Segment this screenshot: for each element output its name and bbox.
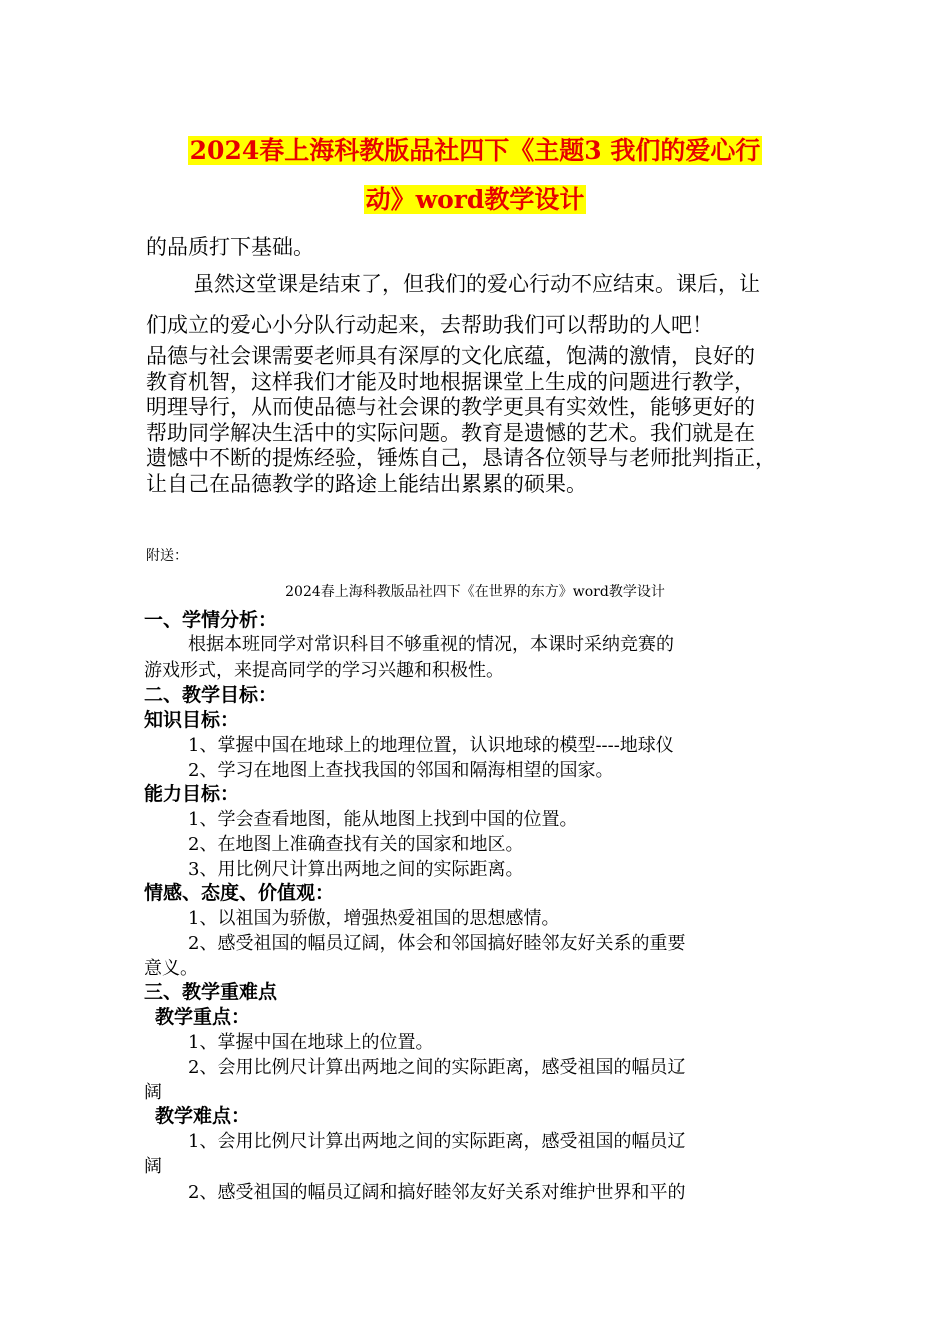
attachment-subtitle: 2024春上海科教版品社四下《在世界的东方》word教学设计 — [285, 584, 665, 600]
analysis-text-2: 游戏形式，来提高同学的学习兴趣和积极性。 — [144, 660, 504, 681]
key-point-item: 1、掌握中国在地球上的位置。 — [188, 1032, 434, 1053]
paragraph-lead: 的品质打下基础。 — [146, 235, 314, 259]
difficulty-heading: 教学难点： — [155, 1105, 251, 1127]
emotion-goal-item-cont: 意义。 — [144, 958, 198, 979]
knowledge-goal-item: 1、掌握中国在地球上的地理位置，认识地球的模型----地球仪 — [188, 735, 674, 756]
document-title-line-2: 动》word教学设计 — [365, 185, 585, 214]
paragraph-closing-2: 们成立的爱心小分队行动起来，去帮助我们可以帮助的人吧！ — [146, 313, 713, 337]
knowledge-goals-heading: 知识目标： — [144, 709, 240, 731]
attachment-label: 附送： — [146, 548, 188, 564]
reflection-line: 明理导行，从而使品德与社会课的教学更具有实效性，能够更好的 — [146, 395, 755, 420]
section-heading-goals: 二、教学目标： — [144, 684, 278, 706]
analysis-text-1: 根据本班同学对常识科目不够重视的情况，本课时采纳竞赛的 — [188, 634, 674, 655]
ability-goal-item: 3、用比例尺计算出两地之间的实际距离。 — [188, 859, 524, 880]
reflection-paragraph — [146, 344, 806, 498]
reflection-line: 让自己在品德教学的路途上能结出累累的硕果。 — [146, 471, 587, 496]
difficulty-item: 2、感受祖国的幅员辽阔和搞好睦邻友好关系对维护世界和平的 — [188, 1182, 686, 1203]
difficulty-item-cont: 阔 — [144, 1156, 162, 1177]
section-heading-key-points: 三、教学重难点 — [144, 981, 278, 1003]
knowledge-goal-item: 2、学习在地图上查找我国的邻国和隔海相望的国家。 — [188, 760, 614, 781]
ability-goal-item: 1、学会查看地图，能从地图上找到中国的位置。 — [188, 809, 578, 830]
document-title-line-1: 2024春上海科教版品社四下《主题3 我们的爱心行 — [189, 136, 761, 165]
emotion-goal-item: 1、以祖国为骄傲，增强热爱祖国的思想感情。 — [188, 908, 560, 929]
reflection-line: 品德与社会课需要老师具有深厚的文化底蕴，饱满的激情，良好的 — [146, 344, 755, 368]
emotion-goals-heading: 情感、态度、价值观： — [144, 882, 335, 904]
key-points-heading: 教学重点： — [155, 1006, 251, 1028]
reflection-line: 教育机智，这样我们才能及时地根据课堂上生成的问题进行教学， — [146, 369, 755, 394]
paragraph-closing-1: 虽然这堂课是结束了，但我们的爱心行动不应结束。课后，让 — [193, 272, 760, 296]
ability-goals-heading: 能力目标： — [144, 783, 240, 805]
reflection-line: 遗憾中不断的提炼经验，锤炼自己，恳请各位领导与老师批判指正， — [146, 446, 776, 471]
section-heading-analysis: 一、学情分析： — [144, 609, 278, 631]
emotion-goal-item: 2、感受祖国的幅员辽阔，体会和邻国搞好睦邻友好关系的重要 — [188, 933, 686, 954]
reflection-line: 帮助同学解决生活中的实际问题。教育是遗憾的艺术。我们就是在 — [146, 420, 755, 445]
key-point-item-cont: 阔 — [144, 1082, 162, 1103]
difficulty-item: 1、会用比例尺计算出两地之间的实际距离，感受祖国的幅员辽 — [188, 1131, 686, 1152]
key-point-item: 2、会用比例尺计算出两地之间的实际距离，感受祖国的幅员辽 — [188, 1057, 686, 1078]
ability-goal-item: 2、在地图上准确查找有关的国家和地区。 — [188, 834, 524, 855]
